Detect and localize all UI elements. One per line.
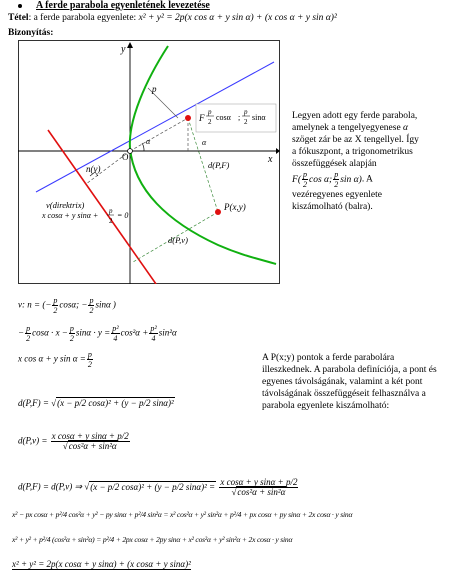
theorem [8, 13, 337, 23]
dPv-label: d(P,v) [168, 235, 188, 245]
p-segment [130, 118, 188, 151]
x-axis-label: x [268, 154, 273, 165]
p-label: p [152, 84, 157, 94]
alpha-arc [142, 143, 144, 151]
focus-den-2: 2 [244, 118, 248, 126]
equation-final: x² + y² = 2p(x cosα + y sinα) + (x cosα + y sinα)² [12, 559, 191, 569]
theorem-formula: x² + y² = 2p(x cos α + y sin α) + (x cos α + y sin α)² [138, 13, 337, 23]
focus-num-1: p [208, 108, 212, 116]
theorem-label: Tétel [8, 13, 29, 23]
equation-dPF: d(P,F) = √(x − p/2 cosα)² + (y − p/2 sinα)² [18, 398, 174, 408]
y-axis-label: y [121, 44, 126, 55]
focus-label: F [199, 113, 205, 123]
explanation-note-2: A P(x;y) pontok a ferde parabolára illeszkednek. A parabola definíciója, a pont és egyenes távolságának, valamint a két pont távolságának összefüggéseit felhasználva a parabola egyenlete kiszámolható: [262, 353, 437, 411]
equation-normal-vector: v: n = (− $\frac{p}{2}$ cosα; − $\frac{p}{2}$ sinα ) [18, 296, 116, 315]
equation-directrix-expanded: − $\frac{p}{2}$ cosα · x − $\frac{p}{2}$ sinα · y = $\frac{\text{p²}}{4}$ cos²α + $\frac{\text{p²}}{4}$ sin²α [18, 324, 177, 343]
origin-label: O [122, 152, 129, 162]
alpha-label: α [146, 137, 151, 146]
directrix-eq-num: p [109, 207, 113, 215]
explanation-note-1: Legyen adott egy ferde parabola, amelynek a tengelyegyenese α szöget zár be az X tengellyel. Így a fókuszpont, a trigonometrikus összefüggések alapján F( $\frac{p}{2}$ cos α; $\frac{p}{2}$ sin α). A vezéregyenes egyenlete kiszámolható (balra). [292, 111, 419, 212]
equation-directrix: x cos α + y sin α = $\frac{p}{2}$ [18, 350, 92, 369]
normal-label: n(v) [86, 164, 101, 174]
focus-num-2: p [244, 108, 248, 116]
parabola-figure [18, 40, 280, 284]
theorem-text: : a ferde parabola egyenlete: [28, 13, 137, 23]
focus-cos: cosα [216, 113, 231, 122]
dPF-label: d(P,F) [208, 160, 230, 170]
directrix-equation-right: = 0 [117, 211, 129, 220]
bullet-icon [18, 4, 22, 8]
parabola-point-P [215, 209, 221, 215]
focus-sep: ; [238, 113, 241, 122]
equation-expanded-1: x² − px cosα + p²/4 cos²α + y² − py sinα + p²/4 sin²α = x² cos²α + y² sin²α + p²/4 + px cosα + py sinα + 2x cosα · y sinα [12, 510, 353, 519]
P-label: P(x,y) [224, 202, 246, 212]
proof-label: Bizonyítás: [8, 28, 54, 38]
equation-dPv: d(P,v) = $\frac{\text{x cosα + y sinα + p/2}}{\text{√cos²α + sin²α}}$ [18, 431, 129, 451]
y-axis-arrow [127, 42, 133, 48]
focus-sin: sinα [252, 113, 266, 122]
directrix-label: v(direktrix) [46, 200, 85, 210]
equation-definition: d(P,F) = d(P,v) ⇒ √(x − p/2 cosα)² + (y − p/2 sinα)² = $\frac{\text{x cosα + y sinα + p/2}}{\text{√cos²α + sin²α}}$ [18, 477, 298, 497]
focus-point [185, 115, 191, 121]
parabola-curve [130, 46, 276, 264]
focus-den-1: 2 [208, 118, 212, 126]
page-title: A ferde parabola egyenletének levezetése [36, 0, 210, 11]
equation-expanded-2: x² + y² + p²/4 (cos²α + sin²α) = p²/4 + 2px cosα + 2py sinα + x² cos²α + y² sin²α + 2x cosα · y sinα [12, 535, 293, 544]
alpha-label-2: α [202, 138, 207, 147]
directrix-equation-left: x cosα + y sinα + [42, 211, 99, 220]
directrix-eq-den: 2 [109, 217, 113, 225]
